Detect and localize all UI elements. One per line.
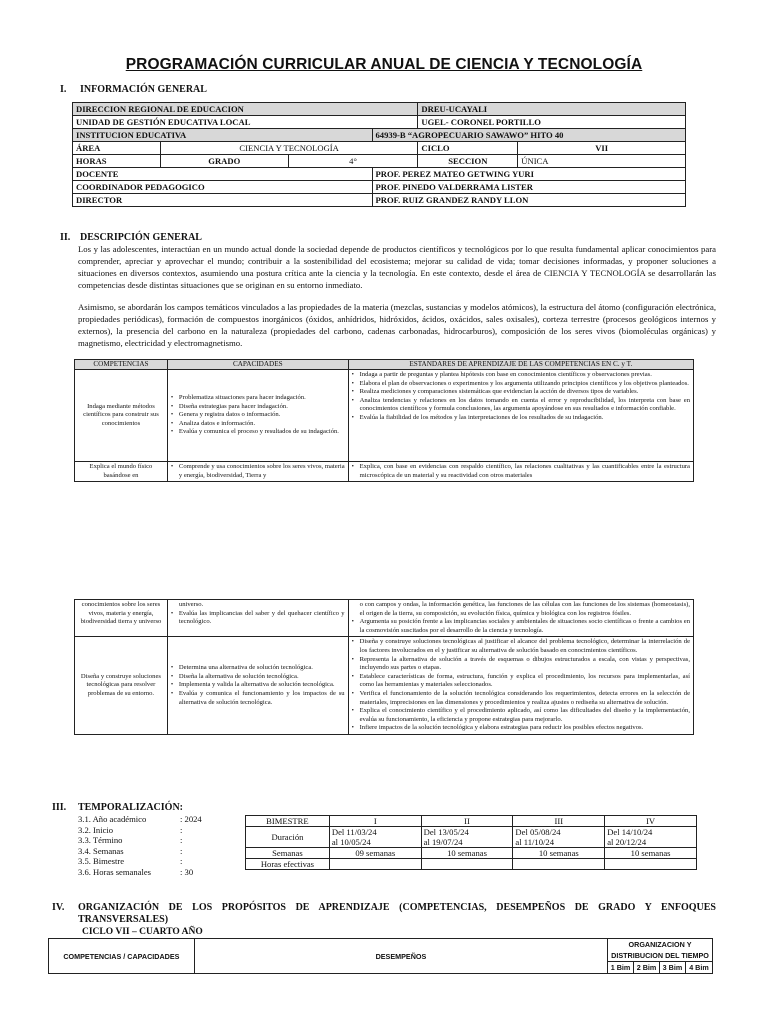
list-item (78, 856, 238, 867)
list-item: • Infiere impactos de la solución tecnológica y elabora estrategias para reducir los posibles efectos negativos. (352, 724, 690, 733)
semanas-4: 10 semanas (605, 848, 697, 859)
area-label: ÁREA (73, 142, 161, 155)
organization-table (48, 938, 713, 974)
list-item: • Analiza datos e información. (171, 420, 345, 429)
horas-efectivas-3 (513, 859, 605, 870)
item-label: 3.1. Año académico (78, 814, 147, 824)
list-item: • Explica el conocimiento científico y el procedimiento aplicado, así como las dificultades del diseño y la implementación, evalúa su funcionamiento, la eficiencia y propone estrategias para mejorarlo. (352, 707, 690, 724)
section-number: II. (60, 232, 71, 243)
header-competencias-capacidades: COMPETENCIAS / CAPACIDADES (49, 939, 195, 974)
docente-value: PROF. PEREZ MATEO GETWING YURI (372, 168, 686, 181)
item-label: 3.2. Inicio (78, 824, 114, 835)
section-2-heading (60, 232, 202, 243)
description-paragraph-1: Los y las adolescentes, interactúan en un mundo actual donde la sociedad depende de productos científicos y tecnológicos por lo que resulta fundamental aplicar conocimientos para comprender, apreciar y aprovechar el mundo; contribuir a la sostenibilidad del ecosistema; mejorar su calidad de vida; tomar decisiones informadas, y proponer soluciones a situaciones en diversos contextos, asumiendo una postura crítica ante la ciencia y la tecnología. En este contexto, desde el área de CIENCIA Y TECNOLOGÍA se desarrollarán las competencias desde distintas situaciones que se originan en su entorno inmediato. (78, 244, 716, 290)
section-number: I. (60, 84, 67, 95)
item-value: : (180, 845, 183, 856)
estandares-list (352, 638, 690, 733)
coordinador-label: COORDINADOR PEDAGOGICO (73, 181, 373, 194)
list-item: • Diseña la alternativa de solución tecnológica. (171, 673, 345, 682)
horas-efectivas-1 (329, 859, 421, 870)
section-label: DESCRIPCIÓN GENERAL (80, 232, 202, 243)
ciclo-value: VII (518, 142, 686, 155)
header-bim-2: 2 Bim (634, 962, 660, 974)
duracion-label: Duración (246, 827, 330, 848)
list-item (78, 825, 238, 836)
duracion-del: Del 05/08/24 (515, 827, 561, 837)
horas-efectivas-2 (421, 859, 513, 870)
director-value: PROF. RUIZ GRANDEZ RANDY LLON (372, 194, 686, 207)
semanas-3: 10 semanas (513, 848, 605, 859)
docente-label: DOCENTE (73, 168, 373, 181)
coordinador-value: PROF. PINEDO VALDERRAMA LISTER (372, 181, 686, 194)
bimestre-3: III (513, 816, 605, 827)
header-bim-4: 4 Bim (685, 962, 712, 974)
horas-efectivas-4 (605, 859, 697, 870)
duracion-del: Del 11/03/24 (331, 827, 377, 837)
list-item: • Representa la alternativa de solución a través de esquemas o dibujos estructurados a escala, con vistas y perspectivas, incluyendo sus partes o etapas. (352, 656, 690, 673)
list-item: • Establece características de forma, estructura, función y explica el procedimiento, los recursos para implementarlas, así como las herramientas y materiales seleccionados. (352, 673, 690, 690)
grado-value: 4° (288, 155, 418, 168)
seccion-value: ÚNICA (518, 155, 686, 168)
description-paragraph-2: Asimismo, se abordarán los campos temáticos vinculados a las propiedades de la materia (mezclas, sustancias y modelos atómicos), la estructura del átomo (configuración electrónica, propiedades periódicas), formación de compuestos inorgánicos (óxidos, anhídridos, hidróxidos, ácidos, oxácidos, sales oxisales), corteza terrestre (procesos geológicos internos y externos), la presencia del carbono en la naturaleza (propiedades del carbono, cadenas carbonadas, hidrocarburos), composición de los seres vivos (biomoléculas orgánicas) y magnetismo, electricidad y electromagnetismo. (78, 302, 716, 348)
list-item: • Determina una alternativa de solución tecnológica. (171, 664, 345, 673)
bimestre-label: BIMESTRE (246, 816, 330, 827)
ciclo-line: CICLO VII – CUARTO AÑO (82, 927, 203, 937)
header-capacidades: CAPACIDADES (167, 360, 348, 370)
bimestre-table (245, 815, 697, 870)
list-item: • Diseña estrategias para hacer indagación. (171, 403, 345, 412)
competencies-table (74, 359, 694, 482)
section-label: TEMPORALIZACIÓN: (78, 802, 184, 813)
header-estandares: ESTANDARES DE APRENDIZAJE DE LAS COMPETENCIAS EN C. y T. (348, 360, 693, 370)
list-item: • Argumenta su posición frente a las implicancias sociales y ambientales de situaciones socio científicas o frente a cambios en la cosmovisión suscitados por el desarrollo de la ciencia y tecnología. (352, 618, 690, 635)
item-label: 3.6. Horas semanales (78, 866, 152, 877)
competencies-table-continued (74, 599, 694, 735)
list-item: • Realiza mediciones y comparaciones sistemáticas que evidencian la acción de diversos tipos de variables. (352, 388, 690, 397)
bimestre-2: II (421, 816, 513, 827)
item-label: 3.5. Bimestre (78, 856, 125, 867)
ciclo-label: CICLO (418, 142, 518, 155)
section-4-heading (52, 902, 716, 926)
capacidades-list (171, 463, 345, 480)
bimestre-1: I (329, 816, 421, 827)
dre-value: DREU-UCAYALI (418, 103, 686, 116)
header-organizacion-tiempo: ORGANIZACION Y DISTRIBUCION DEL TIEMPO (608, 939, 713, 962)
horas-efectivas-label: Horas efectivas (246, 859, 330, 870)
list-item: • Elabora el plan de observaciones o experimentos y los argumenta utilizando principios científicos y los objetivos planteados. (352, 380, 690, 389)
info-table (72, 102, 686, 207)
item-value: : (180, 835, 183, 846)
item-value: : (180, 856, 183, 867)
grado-label: GRADO (160, 155, 288, 168)
section-number: III. (52, 802, 67, 813)
estandares-list (352, 371, 690, 423)
duracion-al: al 11/10/24 (515, 837, 555, 847)
section-number: IV. (52, 902, 65, 913)
director-label: DIRECTOR (73, 194, 373, 207)
section-3-heading (52, 802, 183, 813)
semanas-2: 10 semanas (421, 848, 513, 859)
list-item: • Genera y registra datos o información. (171, 411, 345, 420)
list-item (78, 846, 238, 857)
header-desempenos: DESEMPEÑOS (194, 939, 607, 974)
list-item: • Evalúa y comunica el funcionamiento y los impactos de su alternativa de solución tecnológica. (171, 690, 345, 707)
competencia-indaga: Indaga mediante métodos científicos para construir sus conocimientos (75, 370, 168, 462)
capacidad-continuation: universo. (178, 601, 204, 608)
list-item: • Comprende y usa conocimientos sobre los seres vivos, materia y energía, biodiversidad, Tierra y (171, 463, 345, 480)
temporalizacion-list (78, 814, 238, 878)
horas-label: HORAS (73, 155, 161, 168)
list-item: • Evalúa y comunica el proceso y resultados de su indagación. (171, 428, 345, 437)
list-item (78, 867, 238, 878)
estandares-list (352, 618, 690, 635)
dre-label: DIRECCION REGIONAL DE EDUCACION (73, 103, 418, 116)
competencia-explica-cont: conocimientos sobre los seres vivos, materia y energía, biodiversidad tierra y universo (75, 600, 168, 637)
ugel-value: UGEL- CORONEL PORTILLO (418, 116, 686, 129)
item-label: 3.4. Semanas (78, 845, 124, 856)
section-label: ORGANIZACIÓN DE LOS PROPÓSITOS DE APRENDIZAJE (COMPETENCIAS, DESEMPEÑOS DE GRADO Y ENFOQUES TRANSVERSALES) (78, 902, 716, 925)
duracion-del: Del 13/05/24 (423, 827, 469, 837)
header-bim-1: 1 Bim (608, 962, 634, 974)
estandares-list (352, 463, 690, 480)
document-title: PROGRAMACIÓN CURRICULAR ANUAL DE CIENCIA Y TECNOLOGÍA (125, 56, 643, 73)
list-item: • Explica, con base en evidencias con respaldo científico, las relaciones cualitativas y las cuantificables entre la estructura microscópica de un material y su reactividad con otros materiales (352, 463, 690, 480)
semanas-label: Semanas (246, 848, 330, 859)
item-value: : (180, 824, 183, 835)
list-item (78, 835, 238, 846)
header-bim-3: 3 Bim (659, 962, 685, 974)
list-item: • Analiza tendencias y relaciones en los datos tomando en cuenta el error y reproducibilidad, los interpreta con base en conocimientos científicos y formula conclusiones, las argumenta apoyándose en sus resultados e información confiable. (352, 397, 690, 414)
duracion-al: al 20/12/24 (607, 837, 647, 847)
area-value: CIENCIA Y TECNOLOGÍA (160, 142, 418, 155)
duracion-del: Del 14/10/24 (607, 827, 653, 837)
capacidades-list (171, 664, 345, 707)
ie-label: INSTITUCION EDUCATIVA (73, 129, 373, 142)
ie-value: 64939-B “AGROPECUARIO SAWAWO” HITO 40 (372, 129, 686, 142)
list-item: • Problematiza situaciones para hacer indagación. (171, 394, 345, 403)
section-label: INFORMACIÓN GENERAL (80, 84, 207, 95)
capacidades-list (171, 610, 345, 627)
bimestre-4: IV (605, 816, 697, 827)
item-value: : 30 (180, 866, 194, 877)
item-value: : 2024 (180, 814, 202, 824)
list-item (78, 814, 238, 825)
list-item: • Diseña y construye soluciones tecnológicas al justificar el alcance del problema tecnológico, determinar la interrelación de los factores involucrados en el y justificar su alternativa de solución basado en conocimientos científicos. (352, 638, 690, 655)
seccion-label: SECCION (418, 155, 518, 168)
capacidades-list (171, 394, 345, 437)
duracion-al: al 19/07/24 (423, 837, 463, 847)
header-competencias: COMPETENCIAS (75, 360, 168, 370)
item-label: 3.3. Término (78, 835, 123, 846)
competencia-explica: Explica el mundo físico basándose en (75, 462, 168, 482)
list-item: • Verifica el funcionamiento de la solución tecnológica considerando los requerimientos, detecta errores en la selección de materiales, imprecisiones en las dimensiones y procedimientos y realiza ajustes o rediseña su alternativa de solución. (352, 690, 690, 707)
ugel-label: UNIDAD DE GESTIÓN EDUCATIVA LOCAL (73, 116, 418, 129)
competencia-disena: Diseña y construye soluciones tecnológicas para resolver problemas de su entorno. (75, 637, 168, 735)
list-item: • Indaga a partir de preguntas y plantea hipótesis con base en conocimientos científicos y observaciones previas. (352, 371, 690, 380)
section-1-heading (60, 84, 207, 95)
list-item: • Evalúa la fiabilidad de los métodos y las interpretaciones de los resultados de su indagación. (352, 414, 690, 423)
list-item: • Evalúa las implicancias del saber y del quehacer científico y tecnológico. (171, 610, 345, 627)
duracion-al: al 10/05/24 (331, 837, 371, 847)
estandar-continuation: o con campos y ondas, la información genética, las funciones de las células con las funciones de los sistemas (homeostasis), el origen de la tierra, su composición, su evolución física, química y biológica con los registros fósiles. (359, 601, 690, 617)
list-item: • Implementa y valida la alternativa de solución tecnológica. (171, 681, 345, 690)
semanas-1: 09 semanas (329, 848, 421, 859)
